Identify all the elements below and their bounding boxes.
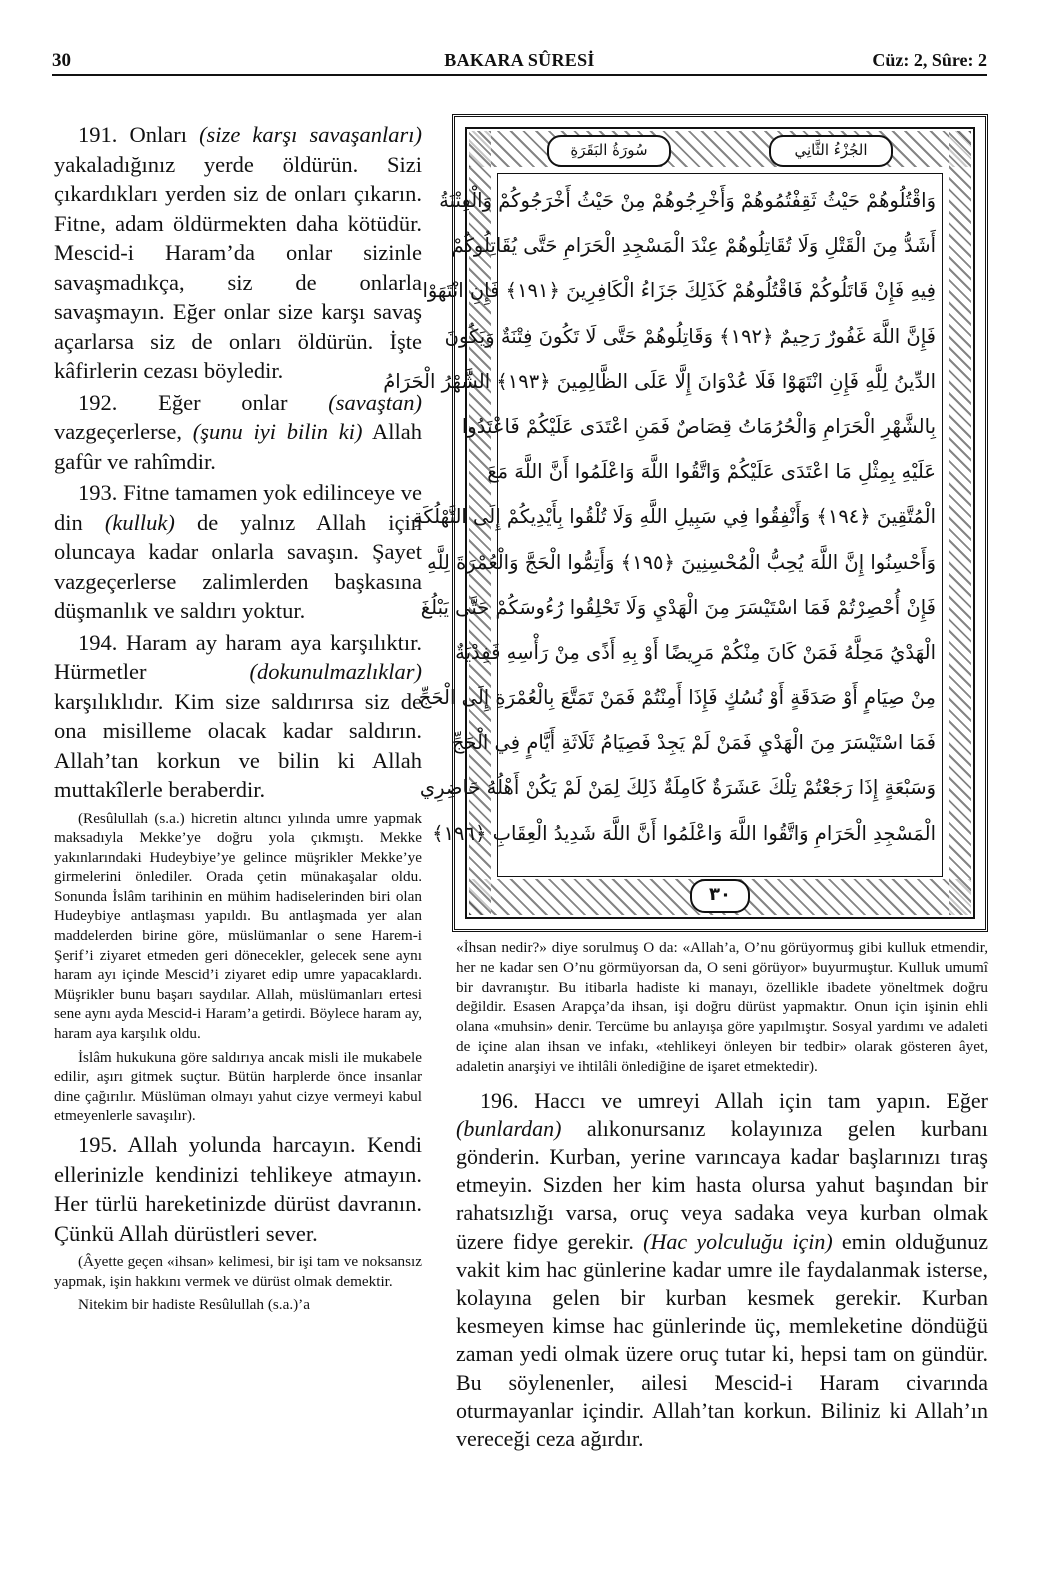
mushaf-page-frame <box>383 114 988 932</box>
arabic-line: بِالشَّهْرِ الْحَرَامِ وَالْحُرُمَاتُ قِصَاصٌ فَمَنِ اعْتَدَى عَلَيْكُمْ فَاعْتَدُوا <box>461 414 936 438</box>
commentary-note-continued: «İhsan nedir?» diye sorulmuş O da: «Allah’a, O’nu görüyormuş gibi kulluk etmendir, her ne kadar sen O’nu görmüyorsan da, O seni görüyor» buyurmuştur. Kulluk umumî bir davranıştır. Bu itibarla hadiste ki manayı, özellikle ibadete yöneltmek doğru değildir. Esasen Arapça’da ihsan, işi doğru dürüst yapmaktır. Onun için işinin ehli olana «muhsin» denir. Tercüme bu anlayışa göre yapılmıştır. Sosyal yardımı ve adaleti de içine alan ihsan ve infakı, «tehlikeyi önleyen bir tedbir» olarak gösteren âyet, adaletin anarşiyi ve ihtilâli önlediğine de işaret etmektedir). <box>456 939 988 1075</box>
arabic-line: الْهَدْيُ مَحِلَّهُ فَمَنْ كَانَ مِنْكُمْ مَرِيضًا أَوْ بِهِ أَذًى مِنْ رَأْسِهِ فَفِدْيَةٌ <box>455 640 936 664</box>
surah-title: BAKARA SÛRESİ <box>444 50 595 70</box>
arabic-line: أَشَدُّ مِنَ الْقَتْلِ وَلَا تُقَاتِلُوهُمْ عِنْدَ الْمَسْجِدِ الْحَرَامِ حَتَّى يُقَاتِلُوكُمْ <box>451 234 936 258</box>
arabic-line: فَمَا اسْتَيْسَرَ مِنَ الْهَدْيِ فَمَنْ لَمْ يَجِدْ فَصِيَامُ ثَلَاثَةِ أَيَّامٍ فِي الْحَجِّ <box>451 731 936 755</box>
arabic-line: وَأَحْسِنُوا إِنَّ اللَّهَ يُحِبُّ الْمُحْسِنِينَ ﴿١٩٥﴾ وَأَتِمُّوا الْحَجَّ وَالْعُمْرَةَ لِلَّهِ <box>427 550 936 574</box>
arabic-line: فِيهِ فَإِنْ قَاتَلُوكُمْ فَاقْتُلُوهُمْ كَذَلِكَ جَزَاءُ الْكَافِرِينَ ﴿١٩١﴾ فَإِنِ انْتَهَوْا <box>422 279 936 303</box>
mushaf-page-number: ٣٠ <box>690 879 750 913</box>
commentary-note-1: (Resûlullah (s.a.) hicretin altıncı yılında umre yapmak maksadıyla Mekke’ye doğru yola çıkmıştı. Mekke yakınlarındaki Hudeybiye’ye gelince müşrikler Mekke’ye girmelerini önlediler. Orada çetin münakaşalar oldu. Sonunda İslâm tarihinin en mühim hadiselerinden biri olan Hudeybiye antlaşması yapıldı. Bu antlaşmada yer alan maddelerden birine göre, müslümanlar o sene Harem-i Şerif’i ziyaret etmeden geri dönecekler, gelecek sene aynı haram ayı içinde Mescid’i ziyaret edip umre yapacaklardı. Müşrikler bunu başarı saydılar. Allah, müslümanları ertesi sene aynı ayda Mescid-i Haram’a getirdi. Böylece haram ay, haram aya karşılık oldu. <box>54 809 422 1043</box>
arabic-line: وَسَبْعَةٍ إِذَا رَجَعْتُمْ تِلْكَ عَشَرَةٌ كَامِلَةٌ ذَلِكَ لِمَنْ لَمْ يَكُنْ أَهْلُهُ حَاضِرِي <box>419 776 936 800</box>
arabic-line: فَإِنْ أُحْصِرْتُمْ فَمَا اسْتَيْسَرَ مِنَ الْهَدْيِ وَلَا تَحْلِقُوا رُءُوسَكُمْ حَتَّى يَبْلُغَ <box>420 595 936 619</box>
arabic-line: الْمُتَّقِينَ ﴿١٩٤﴾ وَأَنْفِقُوا فِي سَبِيلِ اللَّهِ وَلَا تُلْقُوا بِأَيْدِيكُمْ إِلَى التَّهْلُكَةِ <box>412 505 936 529</box>
right-ornament-band <box>949 131 971 915</box>
commentary-note-2: İslâm hukukuna göre saldırıya ancak misli ile mukabele edilir, aşırı gitmek suçtur. Bütün harplerde önce insanlar dine çağırılır. Müslüman olmayı yahut cizye vermeyi kabul etmeyenlerle savaşılır). <box>54 1048 422 1125</box>
arabic-line: مِنْ صِيَامٍ أَوْ صَدَقَةٍ أَوْ نُسُكٍ فَإِذَا أَمِنْتُمْ فَمَنْ تَمَتَّعَ بِالْعُمْرَةِ إِلَى الْحَجِّ <box>418 686 936 710</box>
right-column <box>456 938 988 1453</box>
arabic-line: الْمَسْجِدِ الْحَرَامِ وَاتَّقُوا اللَّهَ وَاعْلَمُوا أَنَّ اللَّهَ شَدِيدُ الْعِقَابِ ﴿١٩٦﴾ <box>432 821 936 845</box>
surah-cartouche: سُورَةُ البَقَرَةِ <box>547 135 671 167</box>
verse-195: 195. Allah yolunda harcayın. Kendi ellerinizle kendinizi tehlikeye atmayın. Her türlü hareketinizde dürüst davranın. Çünkü Allah dürüstleri sever. <box>54 1132 422 1246</box>
arabic-line: عَلَيْهِ بِمِثْلِ مَا اعْتَدَى عَلَيْكُمْ وَاتَّقُوا اللَّهَ وَاعْلَمُوا أَنَّ اللَّهَ مَعَ <box>487 460 936 484</box>
juz-cartouche: الجُزْءُ الثَّانِي <box>769 135 893 167</box>
verse-192: 192. Eğer onlar (savaştan) vazgeçerlerse, (şunu iyi bilin ki) Allah gafûr ve rahîmdir. <box>54 389 422 474</box>
verse-196: 196. Haccı ve umreyi Allah için tam yapın. Eğer (bunlardan) alıkonursanız kolayınıza gelen kurbanı gönderin. Kurban, yerine varıncaya kadar başlarınızı tıraş etmeyin. Sizden her kim hasta olursa yahut başından bir rahatsızlığı varsa, oruç veya sadaka veya kurban olmak üzere fidye gerekir. (Hac yolculuğu için) emin olduğunuz vakit kim hac günlerine kadar umre ile faydalanmak isterse, kolayına gelen bir kurban kesmek gerekir. Kurban kesmeyen kimse hac günlerinde üç, memleketine döndüğü zaman yedi olmak üzere oruç tutar ki, hepsi tam on gündür. Bu söylenenler, ailesi Mescid-i Haram civarında oturmayanlar içindir. Allah’tan korkun. Biliniz ki Allah’ın vereceği ceza ağırdır. <box>456 1087 988 1452</box>
verse-194: 194. Haram ay haram aya karşılıktır. Hürmetler (dokunulmazlıklar) karşılıklıdır. Kim size saldırırsa siz de ona misilleme olacak kadar saldırın. Allah’tan korkun ve bilin ki Allah muttakîlerle beraberdir. <box>54 629 422 802</box>
arabic-line: الدِّينُ لِلَّهِ فَإِنِ انْتَهَوْا فَلَا عُدْوَانَ إِلَّا عَلَى الظَّالِمِينَ ﴿١٩٣﴾ الشَّهْرُ الْحَرَامُ <box>383 369 936 393</box>
left-column <box>54 120 422 1315</box>
verse-193: 193. Fitne tamamen yok edilinceye ve din (kulluk) de yalnız Allah için oluncaya kadar onlarla savaşın. Şayet vazgeçerlerse zalimlerden başkasına düşmanlık ve saldırı yoktur. <box>54 480 422 623</box>
top-ornament-band <box>469 131 971 167</box>
arabic-text-block <box>383 173 943 877</box>
page-number: 30 <box>52 50 71 71</box>
verse-191: 191. Onları (size karşı savaşanları) yakaladığınız yerde öldürün. Sizi çıkardıkları yerden siz de onları çıkarın. Fitne, adam öldürmekten daha kötüdür. Mescid-i Haram’da onlar sizinle savaşmadıkça, siz de onlarla savaşmayın. Eğer onlar size karşı savaş açarlarsa siz de onları öldürün. İşte kâfirlerin cezası böyledir. <box>54 122 423 383</box>
arabic-line: فَإِنَّ اللَّهَ غَفُورٌ رَحِيمٌ ﴿١٩٢﴾ وَقَاتِلُوهُمْ حَتَّى لَا تَكُونَ فِتْنَةٌ وَيَكُونَ <box>444 324 936 348</box>
juz-info: Cüz: 2, Sûre: 2 <box>872 50 987 70</box>
arabic-line: وَاقْتُلُوهُمْ حَيْثُ ثَقِفْتُمُوهُمْ وَأَخْرِجُوهُمْ مِنْ حَيْثُ أَخْرَجُوكُمْ وَالْفِتْنَةُ <box>439 189 936 212</box>
commentary-note-4: Nitekim bir hadiste Resûlullah (s.a.)’a <box>78 1296 310 1314</box>
commentary-note-3: (Âyette geçen «ihsan» kelimesi, bir işi tam ve noksansız yapmak, işin hakkını vermek ve dürüst olmak demektir. <box>54 1253 422 1290</box>
page-header <box>52 46 987 76</box>
